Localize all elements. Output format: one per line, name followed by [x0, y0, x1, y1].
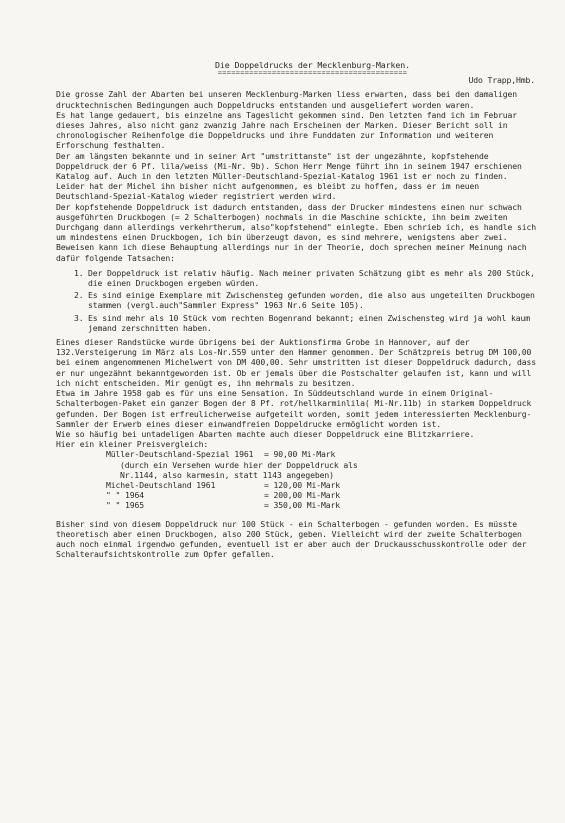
price-catalog: " " 1965 — [106, 500, 145, 511]
price-row — [56, 500, 539, 510]
list-item — [74, 313, 539, 333]
price-catalog: " " 1964 — [106, 490, 145, 501]
price-catalog: Müller-Deutschland-Spezial 1961 — [106, 449, 254, 460]
list-item-number: 1. — [74, 267, 84, 278]
list-item-text: Der Doppeldruck ist relativ häufig. Nach meiner privaten Schätzung gibt es mehr als 200 Stück, die einen Druckbogen ergeben würden. — [88, 267, 535, 289]
paragraph-history: Es hat lange gedauert, bis einzelne ans Tageslicht gekommen sind. Den letzten fand ich im Februar dieses Jahres, also nicht ganz zwanzig Jahre nach Erscheinen der Marken. Dieser Bericht soll in chronologischer Reihenfolge die Doppeldrucks und ihre Funddaten zur Information und weiteren Erforschung festhalten. — [56, 109, 518, 151]
paragraph-auction: Eines dieser Randstücke wurde übrigens bei der Auktionsfirma Grobe in Hannover, auf der 132.Versteigerung im März als Los-Nr.559 unter den Hammer genommen. Der Schätzpreis betrug DM 100,00 bei einem angenommenen Michelwert von DM 400,00. Sehr umstritten ist dieser Doppeldruck dadurch, dass er nur ungezähnt bekanntgeworden ist. Ob er jemals über die Postschalter gelaufen ist, kann und will ich nicht entscheiden. Mir genügt es, ihn mehrmals zu besitzen. — [56, 337, 537, 388]
paragraph-price-intro: Hier ein kleiner Preisvergleich: — [56, 439, 209, 450]
price-value: = 90,00 Mi-Mark — [264, 449, 336, 460]
list-item-number: 2. — [74, 290, 84, 301]
list-item-text: Es sind mehr als 10 Stück vom rechten Bogenrand bekannt; einen Zwischensteg wird ja wohl kaum jemand zerschnitten haben. — [88, 312, 531, 333]
article-title: Die Doppeldrucks der Mecklenburg-Marken. — [214, 60, 410, 70]
paragraph-explanation: Der kopfstehende Doppeldruck ist dadurch entstanden, dass der Drucker mindestens einen nur schwach ausgeführten Druckbogen (= 2 Schalterbogen) nochmals in die Maschine schickte, ihn beim zweiten Durchgang dann allerdings verkehrtherum, also"kopfstehend" einlegte. Eben schrieb ich, es handle sich um mindestens einen Druckbogen, ich bin überzeugt davon, es sind mehrere, wenigstens aber zwei. Beweisen kann ich diese Behauptung allerdings nur in der Theorie, doch sprechen meiner Meinung nach dafür folgende Tatsachen: — [56, 201, 537, 263]
list-item-text: Es sind einige Exemplare mit Zwischensteg gefunden worden, die also aus ungeteilten Druckbogen stammen (vergl.auch"Sammler Express" 1963 Nr.6 Seite 105). — [88, 290, 535, 311]
paragraph-first-doubleprint: Der am längsten bekannte und in seiner Art "umstrittanste" ist der ungezähnte, kopfstehende Doppeldruck der 6 Pf. lila/weiss (Mi-Nr. 9b). Schon Herr Menge führt ihn in seinem 1947 erschienen Katalog auf. Auch in den letzten Müller-Deutschland-Spezial-Katalog 1961 ist er noch zu finden. Leider hat der Michel ihn bisher nicht aufgenommen, es bleibt zu hoffen, dass er im neuen Deutschland-Spezial-Katalog wieder registriert werden wird. — [56, 150, 522, 202]
list-item-number: 3. — [74, 312, 84, 323]
price-note: Nr.1144, also karmesin, statt 1143 angegeben) — [120, 469, 334, 480]
price-value: = 120,00 Mi-Mark — [264, 479, 341, 490]
price-row — [56, 449, 539, 459]
title-underline: ========================================== — [217, 70, 408, 78]
paragraph-closing: Bisher sind von diesem Doppeldruck nur 100 Stück - ein Schalterbogen - gefunden worden. Es müsste theoretisch aber einen Druckbogen, also 200 Stück, geben. Vielleicht wird der zweite Schalterbogen auch noch einmal irgendwo gefunden, eventuell ist er aber auch der Druckausschusskontrolle oder der Schalteraufsichtskontrolle zum Opfer gefallen. — [56, 518, 527, 560]
paragraph-intro: Die grosse Zahl der Abarten bei unseren Mecklenburg-Marken liess erwarten, dass bei den damaligen drucktechnischen Bedingungen auch Doppeldrucks entstanden und ausgeliefert worden waren. — [56, 89, 518, 110]
price-row — [56, 480, 539, 490]
paragraph-career: Wie so häufig bei untadeligen Abarten machte auch dieser Doppeldruck eine Blitzkarriere. — [56, 428, 475, 439]
price-value: = 350,00 Mi-Mark — [264, 500, 341, 511]
list-item — [74, 268, 539, 288]
price-comparison — [56, 449, 539, 510]
price-catalog: Michel-Deutschland 1961 — [106, 479, 216, 490]
facts-list — [74, 268, 539, 333]
price-value: = 200,00 Mi-Mark — [264, 490, 341, 501]
price-note: (durch ein Versehen wurde hier der Doppeldruck als — [120, 459, 358, 470]
author-line: Udo Trapp,Hmb. — [468, 75, 535, 86]
price-row — [56, 490, 539, 500]
paragraph-sensation: Etwa im Jahre 1958 gab es für uns eine Sensation. In Süddeutschland wurde in einem Original-Schalterbogen-Paket ein ganzer Bogen der 8 Pf. rot/hellkarminlila( Mi-Nr.11b) in starkem Doppeldruck gefunden. Der Bogen ist erfreulicherweise aufgeteilt worden, somit jedem interessierten Mecklenburg-Sammler der Erwerb eines dieser einwandfreien Doppeldrucke ermöglicht worden ist. — [56, 388, 532, 429]
list-item — [74, 290, 539, 310]
